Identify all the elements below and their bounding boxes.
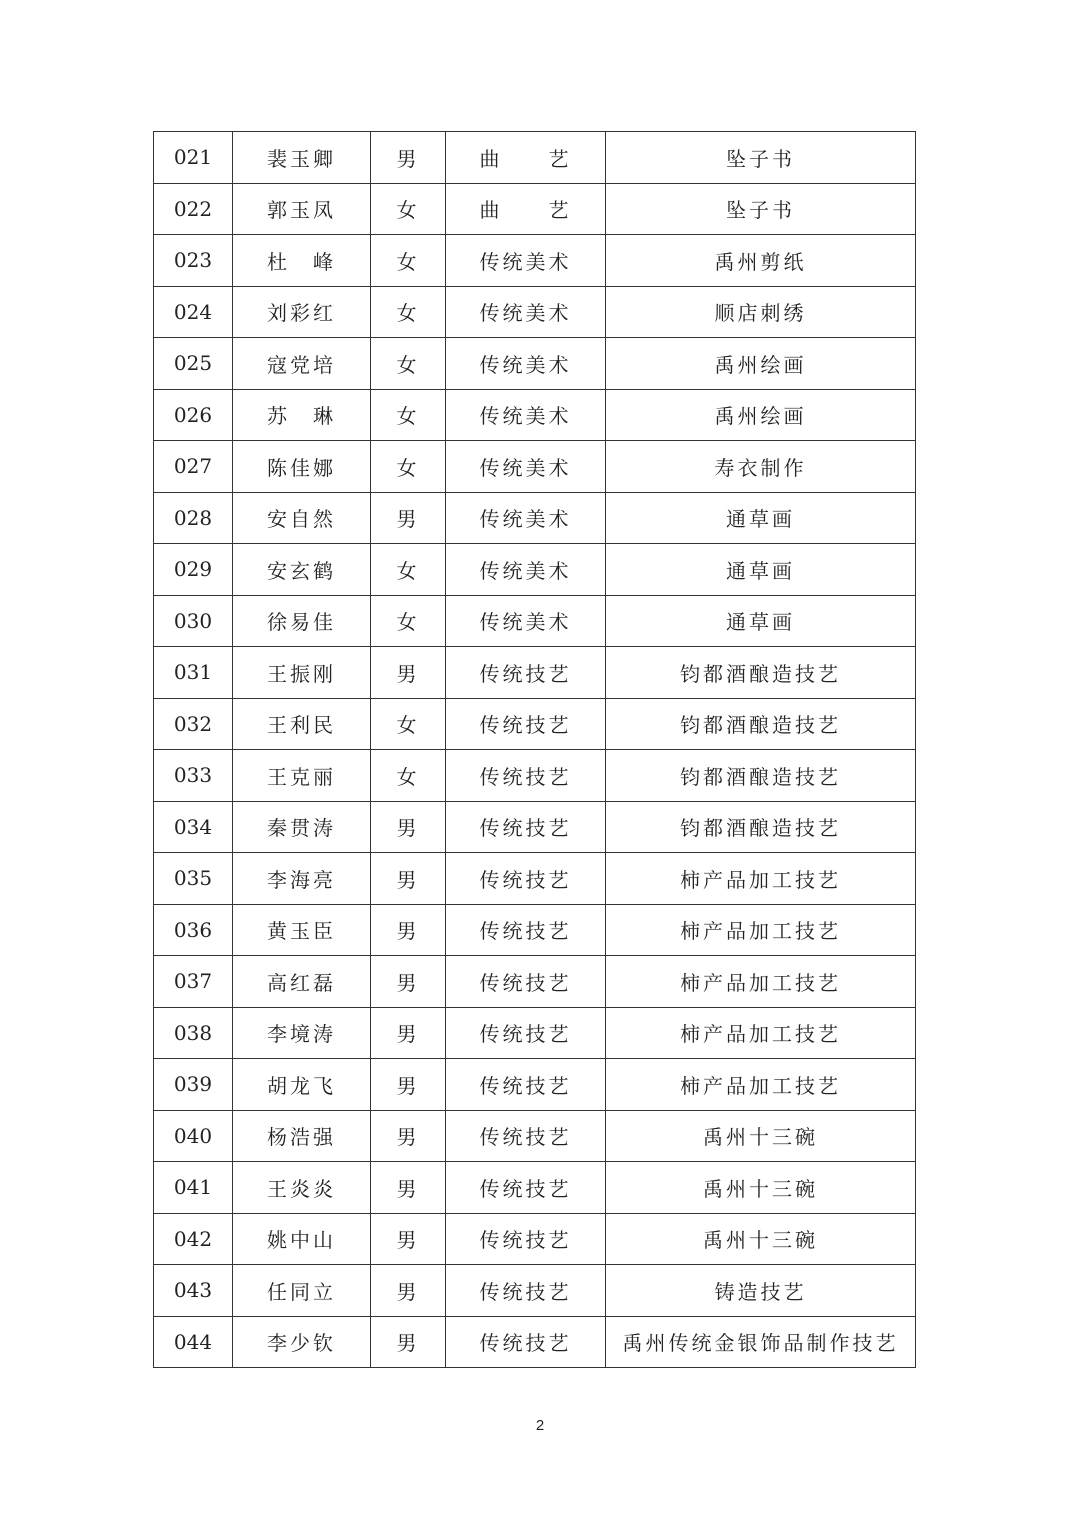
cell-project: 钧都酒酿造技艺 <box>606 647 916 699</box>
cell-project: 坠子书 <box>606 132 916 184</box>
cell-gender: 男 <box>371 1265 446 1317</box>
table-row <box>154 1059 916 1111</box>
cell-gender: 女 <box>371 389 446 441</box>
table-row <box>154 1265 916 1317</box>
cell-category: 传统美术 <box>446 286 606 338</box>
cell-category: 传统技艺 <box>446 750 606 802</box>
table-row <box>154 235 916 287</box>
cell-project: 顺店刺绣 <box>606 286 916 338</box>
cell-gender: 女 <box>371 750 446 802</box>
cell-number: 023 <box>154 235 233 287</box>
cell-project: 柿产品加工技艺 <box>606 956 916 1008</box>
cell-number: 025 <box>154 338 233 390</box>
cell-gender: 男 <box>371 492 446 544</box>
cell-project: 寿衣制作 <box>606 441 916 493</box>
table-row <box>154 1316 916 1368</box>
cell-name: 杨浩强 <box>233 1110 371 1162</box>
cell-number: 032 <box>154 698 233 750</box>
table-row <box>154 801 916 853</box>
cell-project: 柿产品加工技艺 <box>606 1059 916 1111</box>
cell-category: 传统美术 <box>446 544 606 596</box>
cell-category: 传统技艺 <box>446 1007 606 1059</box>
cell-number: 028 <box>154 492 233 544</box>
cell-category: 传统技艺 <box>446 1059 606 1111</box>
table-row <box>154 1162 916 1214</box>
cell-number: 040 <box>154 1110 233 1162</box>
cell-project: 禹州传统金银饰品制作技艺 <box>606 1316 916 1368</box>
cell-number: 024 <box>154 286 233 338</box>
cell-project: 柿产品加工技艺 <box>606 904 916 956</box>
cell-gender: 男 <box>371 647 446 699</box>
cell-category: 传统技艺 <box>446 1162 606 1214</box>
cell-gender: 男 <box>371 956 446 1008</box>
cell-project: 通草画 <box>606 595 916 647</box>
cell-category: 传统技艺 <box>446 1265 606 1317</box>
cell-name: 郭玉凤 <box>233 183 371 235</box>
cell-number: 031 <box>154 647 233 699</box>
cell-category: 曲 艺 <box>446 183 606 235</box>
cell-gender: 女 <box>371 235 446 287</box>
cell-gender: 女 <box>371 338 446 390</box>
cell-gender: 男 <box>371 1059 446 1111</box>
cell-gender: 男 <box>371 801 446 853</box>
cell-name: 陈佳娜 <box>233 441 371 493</box>
table-body <box>154 132 916 1368</box>
cell-category: 传统美术 <box>446 235 606 287</box>
cell-category: 传统美术 <box>446 389 606 441</box>
cell-category: 传统美术 <box>446 595 606 647</box>
cell-category: 传统技艺 <box>446 698 606 750</box>
table-row <box>154 338 916 390</box>
cell-name: 李境涛 <box>233 1007 371 1059</box>
cell-project: 柿产品加工技艺 <box>606 1007 916 1059</box>
cell-name: 王克丽 <box>233 750 371 802</box>
cell-category: 传统美术 <box>446 441 606 493</box>
cell-name: 黄玉臣 <box>233 904 371 956</box>
cell-category: 传统技艺 <box>446 1316 606 1368</box>
table-row <box>154 853 916 905</box>
page-number: 2 <box>535 1417 545 1434</box>
cell-name: 安玄鹤 <box>233 544 371 596</box>
cell-gender: 男 <box>371 1213 446 1265</box>
table-row <box>154 647 916 699</box>
cell-name: 裴玉卿 <box>233 132 371 184</box>
cell-category: 传统技艺 <box>446 956 606 1008</box>
table-row <box>154 544 916 596</box>
cell-name: 李少钦 <box>233 1316 371 1368</box>
cell-number: 026 <box>154 389 233 441</box>
cell-category: 曲 艺 <box>446 132 606 184</box>
cell-name: 安自然 <box>233 492 371 544</box>
cell-category: 传统美术 <box>446 492 606 544</box>
table-row <box>154 1110 916 1162</box>
cell-name: 王利民 <box>233 698 371 750</box>
cell-gender: 女 <box>371 441 446 493</box>
cell-name: 王炎炎 <box>233 1162 371 1214</box>
cell-category: 传统技艺 <box>446 647 606 699</box>
cell-number: 027 <box>154 441 233 493</box>
cell-gender: 男 <box>371 1162 446 1214</box>
cell-number: 037 <box>154 956 233 1008</box>
cell-name: 高红磊 <box>233 956 371 1008</box>
cell-gender: 男 <box>371 904 446 956</box>
cell-name: 姚中山 <box>233 1213 371 1265</box>
cell-number: 029 <box>154 544 233 596</box>
cell-name: 李海亮 <box>233 853 371 905</box>
cell-number: 022 <box>154 183 233 235</box>
cell-name: 胡龙飞 <box>233 1059 371 1111</box>
cell-project: 钧都酒酿造技艺 <box>606 801 916 853</box>
table-row <box>154 956 916 1008</box>
cell-number: 041 <box>154 1162 233 1214</box>
cell-project: 禹州十三碗 <box>606 1162 916 1214</box>
cell-gender: 女 <box>371 183 446 235</box>
cell-gender: 男 <box>371 1110 446 1162</box>
cell-name: 徐易佳 <box>233 595 371 647</box>
cell-gender: 女 <box>371 544 446 596</box>
cell-project: 禹州绘画 <box>606 338 916 390</box>
cell-category: 传统美术 <box>446 338 606 390</box>
cell-number: 034 <box>154 801 233 853</box>
cell-category: 传统技艺 <box>446 801 606 853</box>
cell-name: 任同立 <box>233 1265 371 1317</box>
table-row <box>154 904 916 956</box>
cell-number: 035 <box>154 853 233 905</box>
cell-name: 苏 琳 <box>233 389 371 441</box>
cell-category: 传统技艺 <box>446 904 606 956</box>
cell-number: 038 <box>154 1007 233 1059</box>
cell-number: 039 <box>154 1059 233 1111</box>
cell-number: 021 <box>154 132 233 184</box>
cell-number: 033 <box>154 750 233 802</box>
cell-gender: 男 <box>371 1007 446 1059</box>
table-row <box>154 750 916 802</box>
cell-name: 寇党培 <box>233 338 371 390</box>
cell-project: 柿产品加工技艺 <box>606 853 916 905</box>
cell-category: 传统技艺 <box>446 1110 606 1162</box>
cell-number: 030 <box>154 595 233 647</box>
cell-project: 钧都酒酿造技艺 <box>606 698 916 750</box>
cell-project: 铸造技艺 <box>606 1265 916 1317</box>
table-row <box>154 286 916 338</box>
cell-gender: 男 <box>371 853 446 905</box>
cell-project: 禹州绘画 <box>606 389 916 441</box>
cell-project: 禹州剪纸 <box>606 235 916 287</box>
cell-gender: 男 <box>371 1316 446 1368</box>
cell-project: 坠子书 <box>606 183 916 235</box>
cell-project: 禹州十三碗 <box>606 1110 916 1162</box>
cell-number: 042 <box>154 1213 233 1265</box>
cell-gender: 女 <box>371 286 446 338</box>
table-row <box>154 183 916 235</box>
cell-number: 036 <box>154 904 233 956</box>
cell-project: 通草画 <box>606 544 916 596</box>
table-row <box>154 1007 916 1059</box>
cell-project: 通草画 <box>606 492 916 544</box>
table-row <box>154 595 916 647</box>
cell-gender: 女 <box>371 698 446 750</box>
cell-gender: 女 <box>371 595 446 647</box>
cell-name: 杜 峰 <box>233 235 371 287</box>
cell-project: 钧都酒酿造技艺 <box>606 750 916 802</box>
table-row <box>154 132 916 184</box>
cell-category: 传统技艺 <box>446 853 606 905</box>
table-row <box>154 441 916 493</box>
cell-number: 044 <box>154 1316 233 1368</box>
table-row <box>154 698 916 750</box>
cell-project: 禹州十三碗 <box>606 1213 916 1265</box>
table-row <box>154 492 916 544</box>
table-row <box>154 1213 916 1265</box>
cell-name: 王振刚 <box>233 647 371 699</box>
cell-category: 传统技艺 <box>446 1213 606 1265</box>
cell-number: 043 <box>154 1265 233 1317</box>
inheritor-table <box>153 131 916 1368</box>
cell-gender: 男 <box>371 132 446 184</box>
cell-name: 秦贯涛 <box>233 801 371 853</box>
table-row <box>154 389 916 441</box>
cell-name: 刘彩红 <box>233 286 371 338</box>
